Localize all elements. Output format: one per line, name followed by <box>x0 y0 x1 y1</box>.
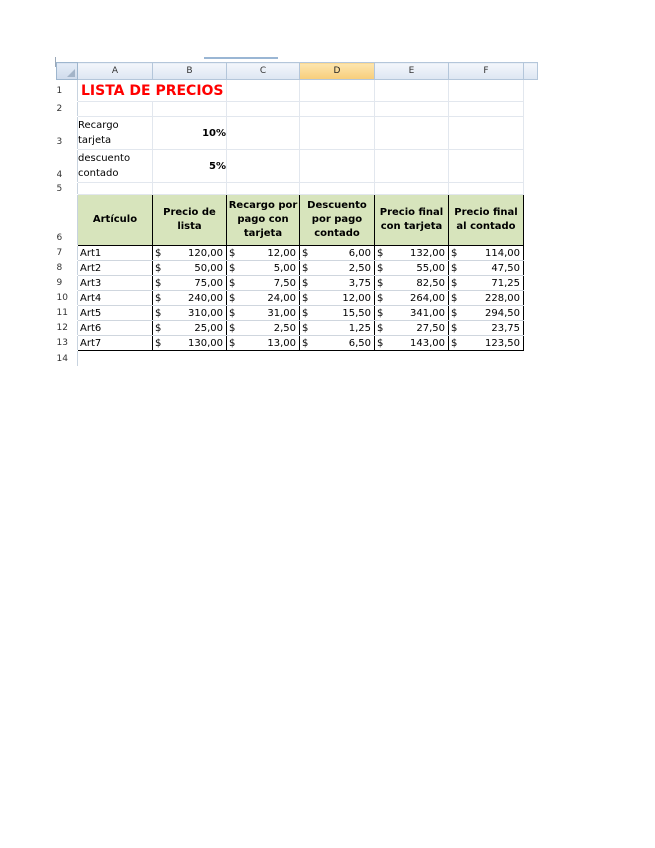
header-articulo[interactable]: Artículo <box>78 195 153 246</box>
amount: 130,00 <box>188 337 223 349</box>
currency-symbol: $ <box>302 307 309 319</box>
currency-symbol: $ <box>229 292 236 304</box>
currency-symbol: $ <box>155 322 162 334</box>
cell[interactable] <box>300 117 375 150</box>
recargo-cell[interactable] <box>227 261 300 276</box>
lista-cell[interactable] <box>153 261 227 276</box>
amount: 2,50 <box>273 322 296 334</box>
cell[interactable] <box>449 351 524 367</box>
select-all-corner[interactable] <box>57 63 78 80</box>
final-tarjeta-cell[interactable] <box>375 261 449 276</box>
cell[interactable] <box>524 351 538 367</box>
cell[interactable] <box>449 183 524 195</box>
amount: 132,00 <box>410 247 445 259</box>
row-header[interactable]: 11 <box>57 306 78 321</box>
cell[interactable] <box>524 150 538 183</box>
header-final-tarjeta[interactable]: Precio final con tarjeta <box>375 195 449 246</box>
recargo-cell[interactable] <box>227 291 300 306</box>
cell[interactable] <box>524 321 538 336</box>
currency-symbol: $ <box>229 277 236 289</box>
cell[interactable] <box>227 117 300 150</box>
row-header[interactable]: 7 <box>57 246 78 261</box>
cell[interactable] <box>375 80 449 102</box>
amount: 75,00 <box>194 277 223 289</box>
amount: 5,00 <box>273 262 296 274</box>
final-tarjeta-cell[interactable] <box>375 291 449 306</box>
amount: 123,50 <box>485 337 520 349</box>
final-contado-cell[interactable] <box>449 291 524 306</box>
header-recargo[interactable]: Recargo por pago con tarjeta <box>227 195 300 246</box>
row-header[interactable]: 9 <box>57 276 78 291</box>
amount: 114,00 <box>485 247 520 259</box>
final-contado-cell[interactable] <box>449 336 524 351</box>
amount: 143,00 <box>410 337 445 349</box>
cell[interactable] <box>375 102 449 117</box>
currency-symbol: $ <box>155 247 162 259</box>
amount: 7,50 <box>273 277 296 289</box>
currency-symbol: $ <box>155 307 162 319</box>
cell-a1[interactable] <box>78 80 227 102</box>
currency-symbol: $ <box>451 292 458 304</box>
column-header-f[interactable]: F <box>449 63 524 80</box>
cell[interactable] <box>524 276 538 291</box>
sheet-row <box>57 150 538 183</box>
amount: 12,00 <box>342 292 371 304</box>
amount: 47,50 <box>491 262 520 274</box>
cell[interactable] <box>153 183 227 195</box>
amount: 1,25 <box>348 322 371 334</box>
row-header[interactable]: 4 <box>57 150 78 183</box>
currency-symbol: $ <box>229 247 236 259</box>
row-header[interactable]: 12 <box>57 321 78 336</box>
cell[interactable] <box>449 102 524 117</box>
cell[interactable] <box>524 80 538 102</box>
header-descuento[interactable]: Descuento por pago contado <box>300 195 375 246</box>
amount: 264,00 <box>410 292 445 304</box>
recargo-value[interactable]: 10% <box>153 117 227 150</box>
currency-symbol: $ <box>229 307 236 319</box>
row-header[interactable]: 10 <box>57 291 78 306</box>
amount: 71,25 <box>491 277 520 289</box>
cell[interactable] <box>227 351 300 367</box>
amount: 240,00 <box>188 292 223 304</box>
amount: 3,75 <box>348 277 371 289</box>
cell[interactable] <box>524 117 538 150</box>
amount: 23,75 <box>491 322 520 334</box>
descuento-cell[interactable] <box>300 276 375 291</box>
descuento-cell[interactable] <box>300 261 375 276</box>
currency-symbol: $ <box>229 322 236 334</box>
table-row <box>57 306 538 321</box>
currency-symbol: $ <box>155 262 162 274</box>
descuento-cell[interactable] <box>300 246 375 261</box>
column-header-a[interactable]: A <box>78 63 153 80</box>
currency-symbol: $ <box>451 307 458 319</box>
amount: 120,00 <box>188 247 223 259</box>
cell[interactable] <box>449 117 524 150</box>
descuento-cell[interactable] <box>300 321 375 336</box>
final-tarjeta-cell[interactable] <box>375 336 449 351</box>
cell[interactable] <box>524 261 538 276</box>
column-header-row <box>57 63 538 80</box>
currency-symbol: $ <box>302 292 309 304</box>
currency-symbol: $ <box>302 247 309 259</box>
row-header[interactable]: 5 <box>57 183 78 195</box>
currency-symbol: $ <box>451 322 458 334</box>
currency-symbol: $ <box>377 247 384 259</box>
cell[interactable] <box>78 102 153 117</box>
cell[interactable] <box>524 183 538 195</box>
articulo-cell[interactable]: Art2 <box>78 261 153 276</box>
cell[interactable] <box>227 102 300 117</box>
amount: 12,00 <box>267 247 296 259</box>
final-tarjeta-cell[interactable] <box>375 246 449 261</box>
amount: 25,00 <box>194 322 223 334</box>
sheet-row <box>57 183 538 195</box>
amount: 31,00 <box>267 307 296 319</box>
final-tarjeta-cell[interactable] <box>375 276 449 291</box>
currency-symbol: $ <box>451 337 458 349</box>
header-final-contado[interactable]: Precio final al contado <box>449 195 524 246</box>
final-contado-cell[interactable] <box>449 261 524 276</box>
sheet-row <box>57 351 538 367</box>
cell[interactable] <box>300 150 375 183</box>
cell[interactable] <box>375 351 449 367</box>
articulo-cell[interactable]: Art4 <box>78 291 153 306</box>
amount: 6,00 <box>348 247 371 259</box>
recargo-cell[interactable] <box>227 246 300 261</box>
currency-symbol: $ <box>155 337 162 349</box>
amount: 13,00 <box>267 337 296 349</box>
cell[interactable] <box>524 291 538 306</box>
final-tarjeta-cell[interactable] <box>375 321 449 336</box>
currency-symbol: $ <box>377 307 384 319</box>
header-precio-lista[interactable]: Precio de lista <box>153 195 227 246</box>
cell[interactable] <box>300 102 375 117</box>
currency-symbol: $ <box>302 262 309 274</box>
sheet-title: LISTA DE PRECIOS <box>81 82 224 99</box>
currency-symbol: $ <box>377 292 384 304</box>
currency-symbol: $ <box>377 262 384 274</box>
table-row <box>57 336 538 351</box>
descuento-cell[interactable] <box>300 306 375 321</box>
recargo-cell[interactable] <box>227 321 300 336</box>
cell[interactable] <box>375 150 449 183</box>
currency-symbol: $ <box>229 262 236 274</box>
lista-cell[interactable] <box>153 291 227 306</box>
cell[interactable] <box>449 80 524 102</box>
recargo-cell[interactable] <box>227 336 300 351</box>
cell[interactable] <box>300 80 375 102</box>
amount: 294,50 <box>485 307 520 319</box>
descuento-value[interactable]: 5% <box>153 150 227 183</box>
amount: 6,50 <box>348 337 371 349</box>
articulo-cell[interactable]: Art3 <box>78 276 153 291</box>
final-contado-cell[interactable] <box>449 321 524 336</box>
table-row <box>57 291 538 306</box>
currency-symbol: $ <box>451 247 458 259</box>
cell[interactable] <box>375 183 449 195</box>
cell[interactable] <box>300 351 375 367</box>
cell[interactable] <box>524 102 538 117</box>
currency-symbol: $ <box>377 337 384 349</box>
cell[interactable] <box>78 351 153 367</box>
row-header[interactable]: 1 <box>57 80 78 102</box>
lista-cell[interactable] <box>153 336 227 351</box>
amount: 228,00 <box>485 292 520 304</box>
table-row <box>57 261 538 276</box>
cell[interactable] <box>300 183 375 195</box>
currency-symbol: $ <box>302 322 309 334</box>
cell[interactable] <box>227 183 300 195</box>
spreadsheet <box>56 62 538 367</box>
currency-symbol: $ <box>155 277 162 289</box>
row-header[interactable]: 3 <box>57 117 78 150</box>
amount: 55,00 <box>416 262 445 274</box>
amount: 310,00 <box>188 307 223 319</box>
amount: 50,00 <box>194 262 223 274</box>
amount: 82,50 <box>416 277 445 289</box>
articulo-cell[interactable]: Art1 <box>78 246 153 261</box>
cell[interactable] <box>153 351 227 367</box>
cell[interactable] <box>375 117 449 150</box>
table-row <box>57 321 538 336</box>
amount: 27,50 <box>416 322 445 334</box>
final-contado-cell[interactable] <box>449 306 524 321</box>
table-header-row <box>57 195 538 246</box>
recargo-label[interactable]: Recargo tarjeta <box>78 117 153 150</box>
sheet-grid <box>56 62 538 367</box>
sheet-row <box>57 102 538 117</box>
column-header-d[interactable]: D <box>300 63 375 80</box>
currency-symbol: $ <box>377 322 384 334</box>
cell[interactable] <box>227 150 300 183</box>
sheet-row <box>57 117 538 150</box>
currency-symbol: $ <box>451 277 458 289</box>
row-header[interactable]: 13 <box>57 336 78 351</box>
row-header[interactable]: 2 <box>57 102 78 117</box>
currency-symbol: $ <box>229 337 236 349</box>
cell[interactable] <box>153 102 227 117</box>
amount: 15,50 <box>342 307 371 319</box>
row-header[interactable]: 14 <box>57 351 78 367</box>
table-row <box>57 246 538 261</box>
amount: 2,50 <box>348 262 371 274</box>
recargo-cell[interactable] <box>227 276 300 291</box>
descuento-cell[interactable] <box>300 336 375 351</box>
lista-cell[interactable] <box>153 321 227 336</box>
row-header[interactable]: 8 <box>57 261 78 276</box>
final-tarjeta-cell[interactable] <box>375 306 449 321</box>
amount: 24,00 <box>267 292 296 304</box>
column-header-e[interactable]: E <box>375 63 449 80</box>
final-contado-cell[interactable] <box>449 246 524 261</box>
currency-symbol: $ <box>302 277 309 289</box>
cell[interactable] <box>524 336 538 351</box>
cell[interactable] <box>524 246 538 261</box>
currency-symbol: $ <box>155 292 162 304</box>
row-header[interactable]: 6 <box>57 195 78 246</box>
final-contado-cell[interactable] <box>449 276 524 291</box>
articulo-cell[interactable]: Art7 <box>78 336 153 351</box>
column-header-c[interactable]: C <box>227 63 300 80</box>
cell[interactable] <box>449 150 524 183</box>
recargo-cell[interactable] <box>227 306 300 321</box>
descuento-cell[interactable] <box>300 291 375 306</box>
descuento-label[interactable]: descuento contado <box>78 150 153 183</box>
sheet-row <box>57 80 538 102</box>
articulo-cell[interactable]: Art6 <box>78 321 153 336</box>
formula-bar-indicator <box>204 57 278 59</box>
column-header-b[interactable]: B <box>153 63 227 80</box>
cell[interactable] <box>78 183 153 195</box>
table-row <box>57 276 538 291</box>
price-table-body <box>57 246 538 351</box>
column-header-g[interactable] <box>524 63 538 80</box>
currency-symbol: $ <box>302 337 309 349</box>
currency-symbol: $ <box>377 277 384 289</box>
cell[interactable] <box>227 80 300 102</box>
lista-cell[interactable] <box>153 276 227 291</box>
amount: 341,00 <box>410 307 445 319</box>
cell[interactable] <box>524 306 538 321</box>
articulo-cell[interactable]: Art5 <box>78 306 153 321</box>
lista-cell[interactable] <box>153 306 227 321</box>
cell[interactable] <box>524 195 538 246</box>
lista-cell[interactable] <box>153 246 227 261</box>
currency-symbol: $ <box>451 262 458 274</box>
